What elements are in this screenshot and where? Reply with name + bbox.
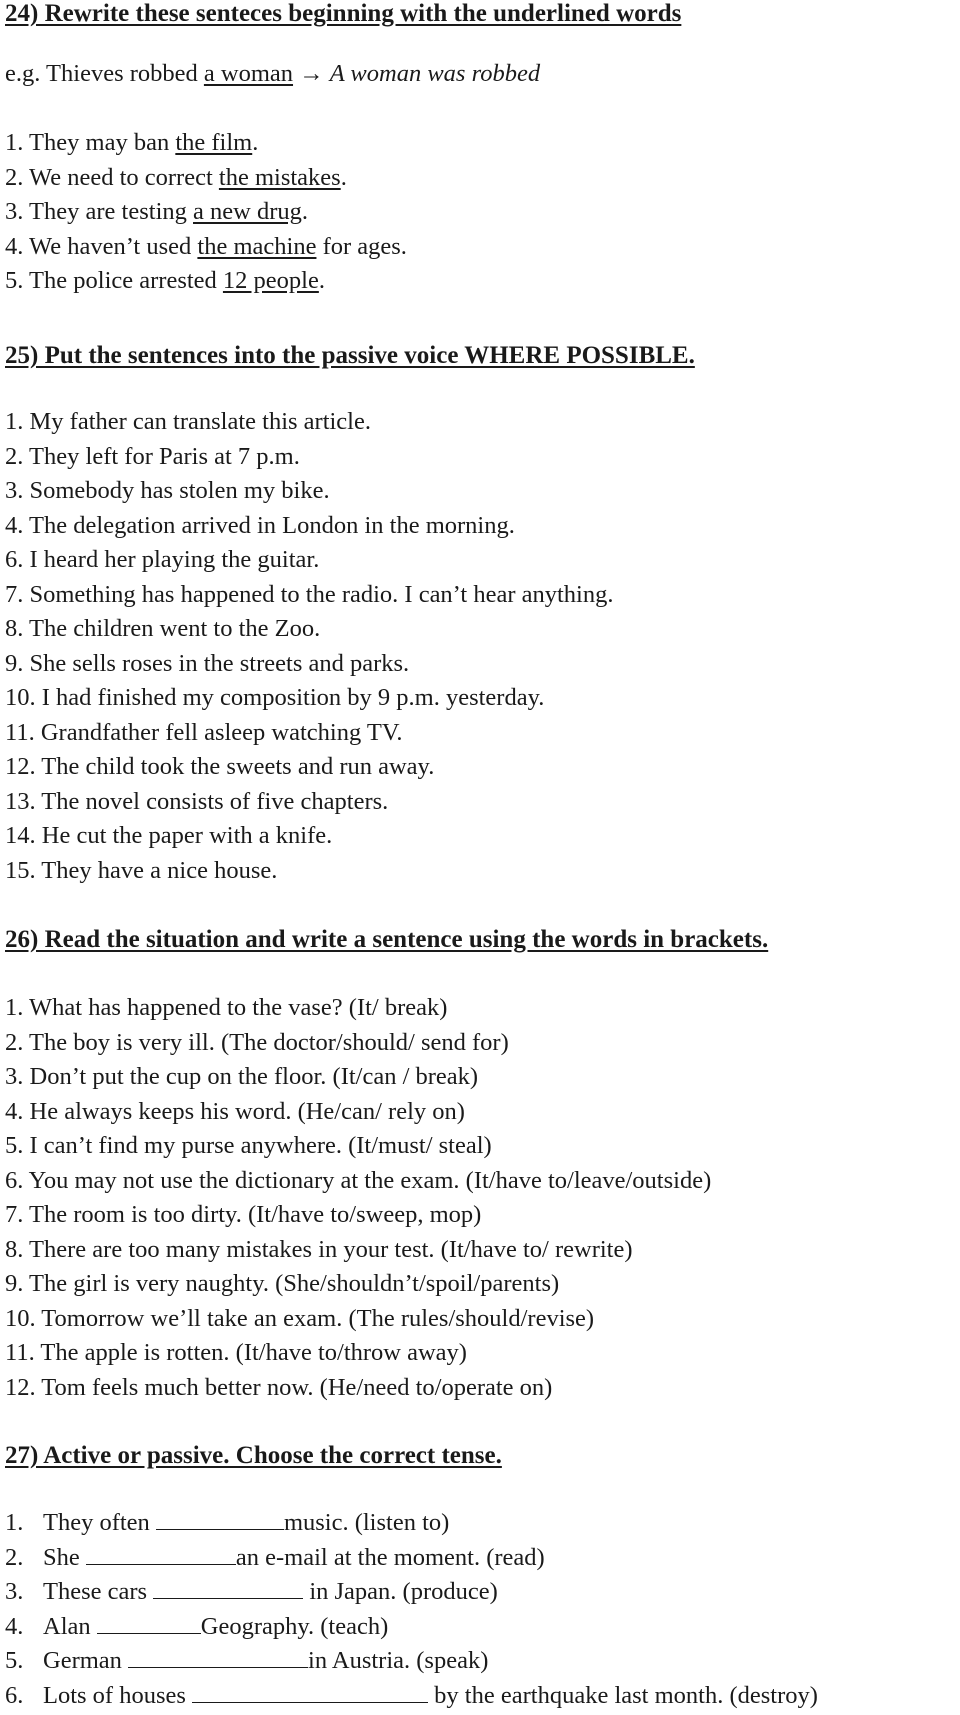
list-item: 11. Grandfather fell asleep watching TV. xyxy=(5,718,403,746)
section-24-title: 24) Rewrite these senteces beginning with the underlined words xyxy=(5,0,682,27)
item-text-end: . xyxy=(301,198,308,225)
list-item: 3. Somebody has stolen my bike. xyxy=(5,477,330,504)
list-item: 7. Something has happened to the radio. I can’t hear anything. xyxy=(5,580,614,608)
item-text: 5. The police arrested xyxy=(5,267,223,294)
list-item: 3. Don’t put the cup on the floor. (It/can / break) xyxy=(5,1063,479,1090)
list-item: 14. He cut the paper with a knife. xyxy=(5,822,333,849)
item-number: 3. xyxy=(5,1578,24,1605)
list-item xyxy=(5,1541,818,1576)
item-text: These cars xyxy=(43,1578,154,1605)
list-item: 1. What has happened to the vase? (It/ break) xyxy=(5,994,448,1021)
item-text-end: by the earthquake last month. (destroy) xyxy=(428,1681,818,1709)
example-prefix: e.g. Thieves robbed xyxy=(5,60,204,87)
item-number: 5. xyxy=(5,1647,24,1674)
answer-blank[interactable] xyxy=(192,1682,428,1703)
list-item: 2. They left for Paris at 7 p.m. xyxy=(5,442,300,470)
list-item: 9. The girl is very naughty. (She/shouldn’t/spoil/parents) xyxy=(5,1270,560,1297)
list-item: 12. Tom feels much better now. (He/need to/operate on) xyxy=(5,1373,553,1401)
list-item: 8. There are too many mistakes in your test. (It/have to/ rewrite) xyxy=(5,1235,633,1263)
list-item xyxy=(5,1679,818,1714)
item-text-end: in Japan. (produce) xyxy=(303,1578,498,1605)
underlined-words: a new drug xyxy=(193,198,302,225)
list-item: 2. The boy is very ill. (The doctor/should/ send for) xyxy=(5,1028,509,1056)
item-text: German xyxy=(43,1647,129,1674)
section-27 xyxy=(5,1440,502,1472)
underlined-words: the machine xyxy=(197,232,317,260)
item-text-end: . xyxy=(340,163,347,191)
list-item: 13. The novel consists of five chapters. xyxy=(5,787,389,815)
item-text: 3. They are testing xyxy=(5,198,194,225)
list-item: 15. They have a nice house. xyxy=(5,856,278,884)
section-26 xyxy=(5,924,768,956)
list-item xyxy=(5,1506,818,1541)
list-item xyxy=(5,264,407,299)
list-item: 12. The child took the sweets and run away. xyxy=(5,753,435,780)
list-item: 7. The room is too dirty. (It/have to/sweep, mop) xyxy=(5,1201,482,1228)
list-item xyxy=(5,1644,818,1679)
list-item xyxy=(5,126,407,161)
item-number: 2. xyxy=(5,1543,24,1571)
item-text-end: Geography. (teach) xyxy=(200,1612,389,1640)
answer-blank[interactable] xyxy=(86,1544,236,1565)
section-27-list xyxy=(5,1506,818,1713)
section-26-title: 26) Read the situation and write a sentence using the words in brackets. xyxy=(5,926,769,953)
list-item: 5. I can’t find my purse anywhere. (It/must/ steal) xyxy=(5,1132,492,1159)
item-text-end: for ages. xyxy=(316,232,407,260)
item-text-end: music. (listen to) xyxy=(283,1509,450,1536)
item-text-end: an e-mail at the moment. (read) xyxy=(235,1543,545,1571)
example-line xyxy=(5,57,540,92)
section-25-title: 25) Put the sentences into the passive voice WHERE POSSIBLE. xyxy=(5,342,695,369)
section-24-list xyxy=(5,126,407,299)
list-item: 1. My father can translate this article. xyxy=(5,408,371,435)
list-item xyxy=(5,1610,818,1645)
section-26-list xyxy=(5,991,711,1405)
item-text: Lots of houses xyxy=(43,1681,193,1709)
section-25 xyxy=(5,340,695,372)
underlined-words: the film xyxy=(175,129,253,156)
list-item: 6. I heard her playing the guitar. xyxy=(5,546,320,573)
answer-blank[interactable] xyxy=(156,1509,284,1530)
item-text-end: . xyxy=(252,129,259,156)
section-24 xyxy=(5,0,681,32)
item-text: 4. We haven’t used xyxy=(5,232,198,260)
list-item xyxy=(5,195,407,230)
item-number: 4. xyxy=(5,1612,24,1640)
list-item: 10. I had finished my composition by 9 p.m. yesterday. xyxy=(5,684,545,711)
item-text: She xyxy=(43,1543,86,1571)
list-item xyxy=(5,230,407,265)
list-item: 8. The children went to the Zoo. xyxy=(5,615,321,642)
list-item: 4. The delegation arrived in London in the morning. xyxy=(5,511,515,539)
underlined-words: 12 people xyxy=(222,267,319,294)
answer-blank[interactable] xyxy=(153,1578,303,1599)
list-item xyxy=(5,161,407,196)
example-underlined: a woman xyxy=(203,60,294,87)
item-text: 1. They may ban xyxy=(5,129,176,156)
item-text: 2. We need to correct xyxy=(5,163,219,191)
list-item: 10. Tomorrow we’ll take an exam. (The rules/should/revise) xyxy=(5,1304,595,1332)
list-item: 6. You may not use the dictionary at the exam. (It/have to/leave/outside) xyxy=(5,1166,712,1194)
answer-blank[interactable] xyxy=(128,1647,308,1668)
item-number: 1. xyxy=(5,1509,24,1536)
item-number: 6. xyxy=(5,1681,24,1709)
list-item: 11. The apple is rotten. (It/have to/throw away) xyxy=(5,1339,467,1366)
item-text: Alan xyxy=(43,1612,97,1640)
underlined-words: the mistakes xyxy=(218,163,341,191)
item-text-end: . xyxy=(318,267,325,294)
section-27-title: 27) Active or passive. Choose the correct tense. xyxy=(5,1442,502,1469)
section-24-example xyxy=(5,57,540,92)
list-item: 4. He always keeps his word. (He/can/ rely on) xyxy=(5,1097,465,1125)
item-text: They often xyxy=(43,1509,156,1536)
item-text-end: in Austria. (speak) xyxy=(308,1647,489,1674)
section-25-list xyxy=(5,405,613,888)
answer-blank[interactable] xyxy=(97,1613,201,1634)
example-answer: A woman was robbed xyxy=(329,60,541,87)
list-item xyxy=(5,1575,818,1610)
list-item: 9. She sells roses in the streets and parks. xyxy=(5,649,410,677)
example-arrow: → xyxy=(293,60,330,87)
